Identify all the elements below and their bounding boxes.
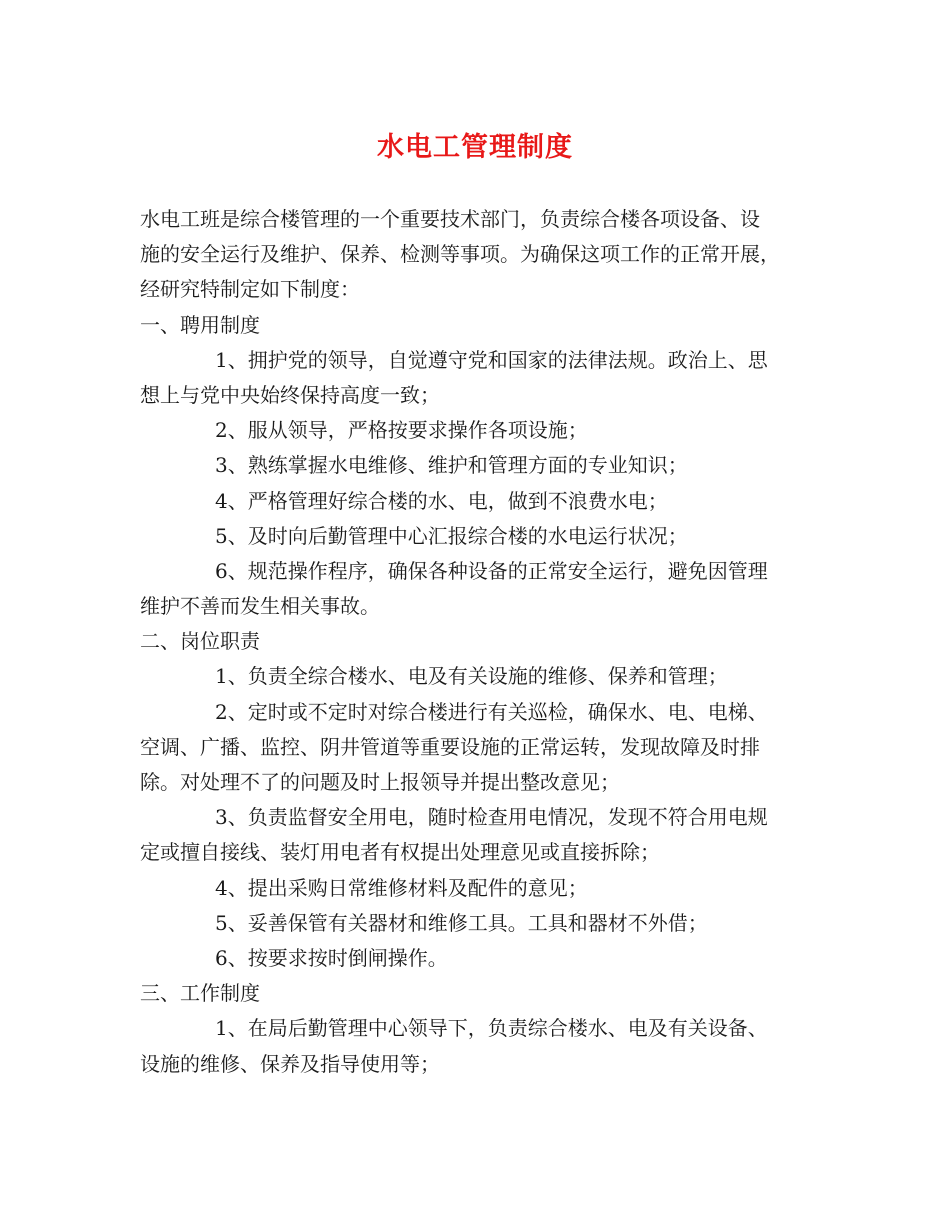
text-line: 设施的维修、保养及指导使用等；	[140, 1051, 440, 1076]
text-line: 一、聘用制度	[140, 312, 260, 337]
text-line: 2、定时或不定时对综合楼进行有关巡检，确保水、电、电梯、	[215, 699, 768, 724]
text-line: 定或擅自接线、装灯用电者有权提出处理意见或直接拆除；	[140, 840, 660, 865]
text-line: 5、及时向后勤管理中心汇报综合楼的水电运行状况；	[215, 523, 688, 548]
text-line: 二、岗位职责	[140, 629, 260, 654]
text-line: 3、熟练掌握水电维修、维护和管理方面的专业知识；	[215, 453, 688, 478]
text-line: 三、工作制度	[140, 981, 260, 1006]
text-line: 空调、广播、监控、阴井管道等重要设施的正常运转，发现故障及时排	[140, 734, 760, 759]
text-line: 5、妥善保管有关器材和维修工具。工具和器材不外借；	[215, 910, 708, 935]
text-line: 4、严格管理好综合楼的水、电，做到不浪费水电；	[215, 488, 668, 513]
text-line: 6、规范操作程序，确保各种设备的正常安全运行，避免因管理	[215, 558, 768, 583]
text-line: 经研究特制定如下制度：	[140, 277, 360, 302]
document-body	[140, 202, 820, 1082]
text-line: 1、拥护党的领导，自觉遵守党和国家的法律法规。政治上、思	[215, 347, 768, 372]
text-line: 水电工班是综合楼管理的一个重要技术部门，负责综合楼各项设备、设	[140, 207, 760, 231]
text-line: 想上与党中央始终保持高度一致；	[140, 382, 440, 407]
text-line: 1、负责全综合楼水、电及有关设施的维修、保养和管理；	[215, 664, 728, 689]
text-line: 2、服从领导，严格按要求操作各项设施；	[215, 418, 588, 443]
text-line: 1、在局后勤管理中心领导下，负责综合楼水、电及有关设备、	[215, 1016, 768, 1041]
text-line: 6、按要求按时倒闸操作。	[215, 945, 448, 970]
text-line: 3、负责监督安全用电，随时检查用电情况，发现不符合用电规	[215, 805, 768, 830]
document-title: 水电工管理制度	[377, 132, 573, 163]
text-line: 维护不善而发生相关事故。	[140, 594, 380, 619]
text-line: 4、提出采购日常维修材料及配件的意见；	[215, 875, 588, 900]
text-line: 除。对处理不了的问题及时上报领导并提出整改意见；	[140, 770, 620, 794]
text-line: 施的安全运行及维护、保养、检测等事项。为确保这项工作的正常开展，	[140, 242, 780, 267]
